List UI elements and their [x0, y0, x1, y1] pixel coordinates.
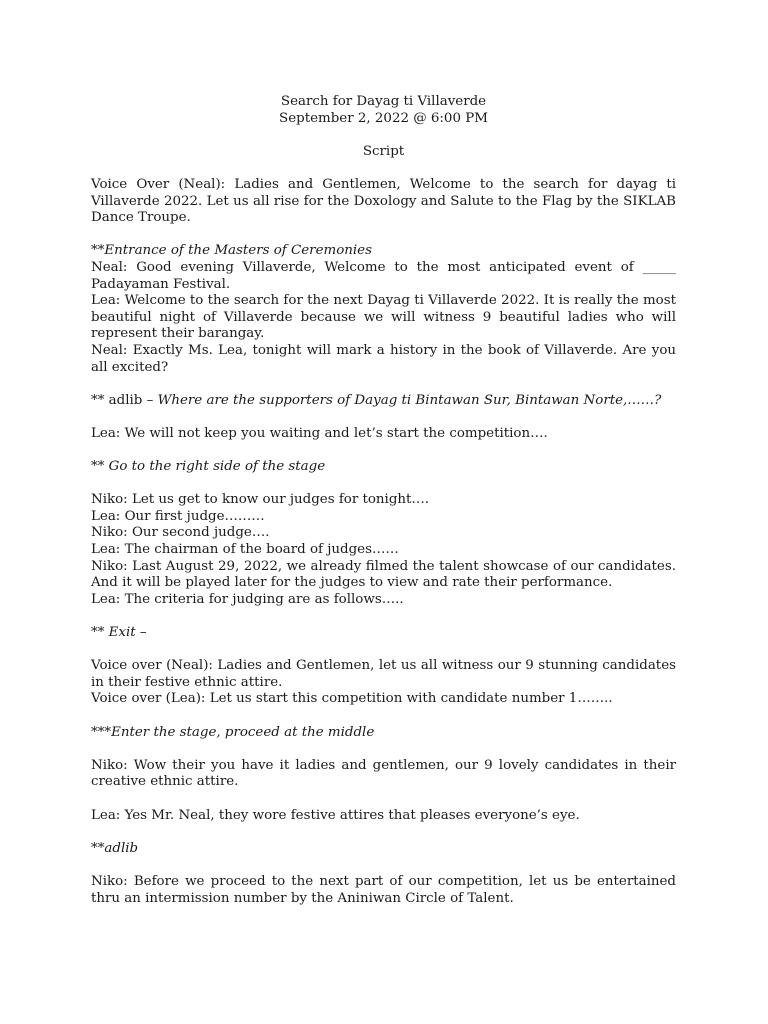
dialogue-lea-start: Lea: We will not keep you waiting and let’s start the competition….: [91, 425, 548, 441]
script-page: [91, 94, 676, 907]
cue-marker: **: [91, 243, 105, 259]
stage-direction-adlib-2: **adlib: [91, 840, 139, 856]
spacer: [91, 708, 676, 725]
cue-text: Exit –: [108, 625, 147, 640]
dialogue-niko-second-judge: Niko: Our second judge….: [91, 525, 270, 541]
spacer: [91, 227, 676, 244]
dialogue-niko-intermission: Niko: Before we proceed to the next part of our competition, let us be entertained thru an intermission number by the Aniniwan Circle of Talent.: [91, 873, 676, 906]
spacer: [91, 160, 676, 177]
spacer: [91, 741, 676, 758]
spacer: [91, 409, 676, 426]
stage-direction-entrance: [91, 243, 676, 260]
cue-text: Where are the supporters of Dayag ti Bintawan Sur, Bintawan Norte,……?: [157, 392, 662, 408]
voiceover-opening: Voice Over (Neal): Ladies and Gentlemen, Welcome to the search for dayag ti Villaverde 2022. Let us all rise for the Doxology and Salute to the Flag by the SIKLAB Dance Troupe.: [91, 176, 676, 226]
dialogue-neal-history: Neal: Exactly Ms. Lea, tonight will mark a history in the book of Villaverde. Are you all excited?: [91, 342, 676, 375]
stage-direction-enter: [91, 725, 676, 742]
dialogue-lea-yes: Lea: Yes Mr. Neal, they wore festive attires that pleases everyone’s eye.: [91, 807, 580, 823]
voiceover-lea-candidate-one: Voice over (Lea): Let us start this competition with candidate number 1……..: [91, 691, 613, 707]
dialogue-lea-welcome: Lea: Welcome to the search for the next Dayag ti Villaverde 2022. It is really the most beautiful night of Villaverde because we will witness 9 beautiful ladies who will represent their barangay.: [91, 293, 676, 342]
spacer: [91, 824, 676, 841]
spacer: [91, 442, 676, 459]
dialogue-neal-welcome: Neal: Good evening Villaverde, Welcome to the most anticipated event of _____ Padayaman Festival.: [91, 259, 676, 292]
dialogue-niko-filmed: Niko: Last August 29, 2022, we already filmed the talent showcase of our candidates. And it will be played later for the judges to view and rate their performance.: [91, 558, 676, 591]
cue-marker: **: [91, 625, 109, 640]
dialogue-lea-criteria: Lea: The criteria for judging are as follows…..: [91, 591, 404, 607]
spacer: [91, 476, 676, 493]
dialogue-lea-chairman: Lea: The chairman of the board of judges……: [91, 542, 399, 558]
stage-direction-exit: [91, 625, 676, 642]
event-datetime: September 2, 2022 @ 6:00 PM: [279, 110, 488, 126]
spacer: [91, 642, 676, 659]
dialogue-niko-wow: Niko: Wow their you have it ladies and gentlemen, our 9 lovely candidates in their creative ethnic attire.: [91, 757, 676, 790]
spacer: [91, 376, 676, 393]
spacer: [91, 127, 676, 144]
cue-text: Entrance of the Masters of Ceremonies: [104, 243, 372, 259]
cue-text: Enter the stage, proceed at the middle: [111, 724, 375, 740]
voiceover-neal-candidates: Voice over (Neal): Ladies and Gentlemen, let us all witness our 9 stunning candidates in their festive ethnic attire.: [91, 658, 676, 690]
stage-direction-right-side: ** Go to the right side of the stage: [91, 459, 326, 475]
document-title: Search for Dayag ti Villaverde: [280, 94, 487, 109]
stage-direction-adlib: [91, 393, 676, 410]
dialogue-niko-judges: Niko: Let us get to know our judges for tonight….: [91, 492, 430, 508]
spacer: [91, 857, 676, 874]
spacer: [91, 791, 676, 808]
spacer: [91, 608, 676, 625]
section-heading: Script: [362, 143, 405, 159]
dialogue-lea-first-judge: Lea: Our first judge………: [91, 508, 265, 524]
cue-marker: ***: [91, 724, 112, 740]
cue-marker: ** adlib –: [91, 392, 158, 408]
